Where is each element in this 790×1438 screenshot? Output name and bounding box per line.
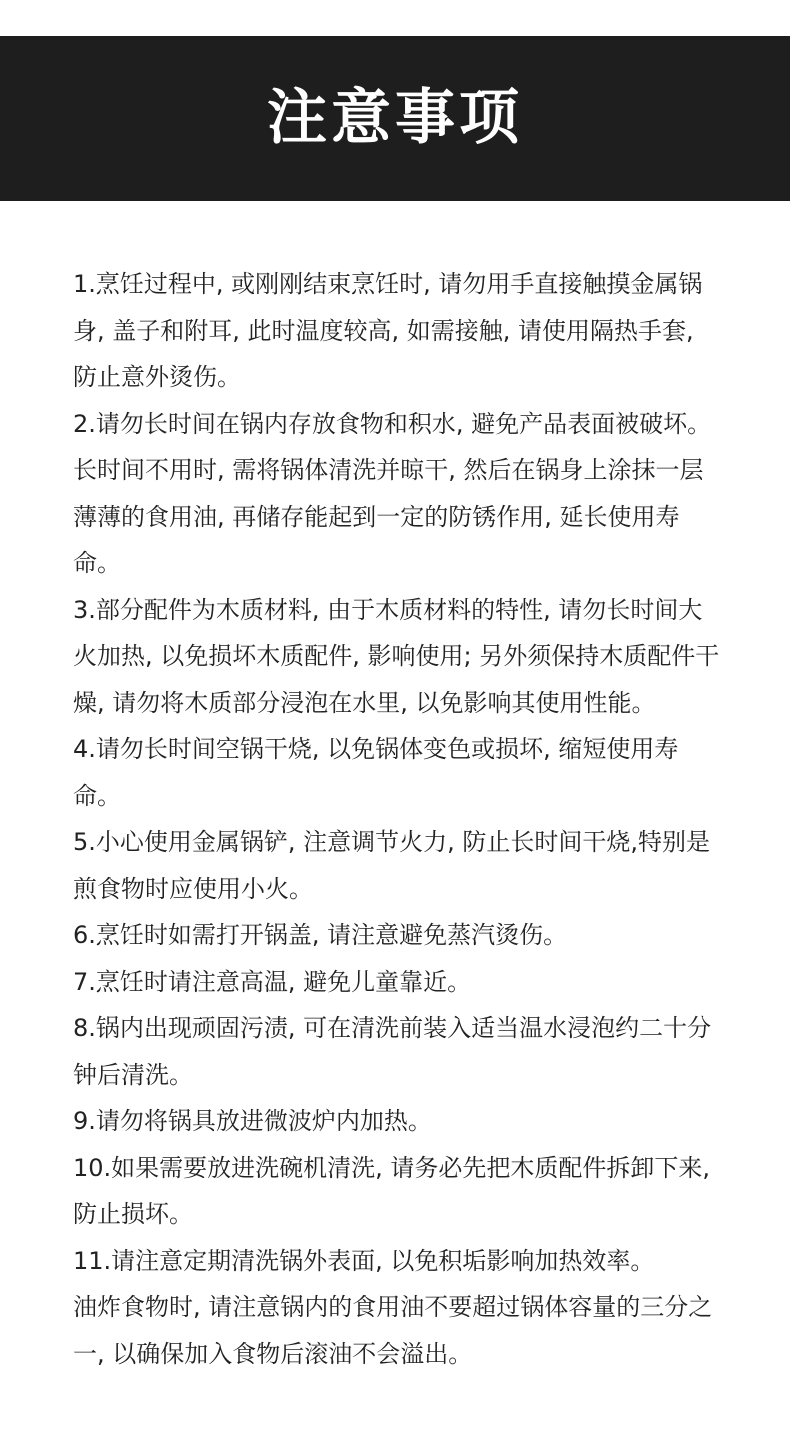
notes-list bbox=[73, 261, 721, 1377]
note-item-3: 3.部分配件为木质材料, 由于木质材料的特性, 请勿长时间大火加热, 以免损坏木质配件, 影响使用; 另外须保持木质配件干燥, 请勿将木质部分浸泡在水里, 以免影响其使用性能。 bbox=[73, 595, 720, 717]
note-item-1: 1.烹饪过程中, 或刚刚结束烹饪时, 请勿用手直接触摸金属锅身, 盖子和附耳, 此时温度较高, 如需接触, 请使用隔热手套, 防止意外烫伤。 bbox=[73, 270, 703, 391]
note-item-6: 6.烹饪时如需打开锅盖, 请注意避免蒸汽烫伤。 bbox=[73, 921, 568, 949]
note-item-frying: 油炸食物时, 请注意锅内的食用油不要超过锅体容量的三分之一, 以确保加入食物后滚油不会溢出。 bbox=[73, 1293, 713, 1368]
note-item-2: 2.请勿长时间在锅内存放食物和积水, 避免产品表面被破坏。长时间不用时, 需将锅体清洗并晾干, 然后在锅身上涂抹一层薄薄的食用油, 再储存能起到一定的防锈作用, 延长使用寿命。 bbox=[73, 409, 712, 577]
note-item-7: 7.烹饪时请注意高温, 避免儿童靠近。 bbox=[73, 967, 472, 996]
note-item-9: 9.请勿将锅具放进微波炉内加热。 bbox=[73, 1107, 432, 1135]
page-title: 注意事项 bbox=[267, 82, 523, 153]
note-item-11: 11.请注意定期清洗锅外表面, 以免积垢影响加热效率。 bbox=[73, 1246, 655, 1275]
header-banner bbox=[0, 36, 790, 201]
note-item-5: 5.小心使用金属锅铲, 注意调节火力, 防止长时间干烧,特别是煎食物时应使用小火。 bbox=[73, 828, 711, 903]
note-item-10: 10.如果需要放进洗碗机清洗, 请务必先把木质配件拆卸下来, 防止损坏。 bbox=[73, 1153, 711, 1228]
note-item-4: 4.请勿长时间空锅干烧, 以免锅体变色或损坏, 缩短使用寿命。 bbox=[73, 735, 679, 810]
note-item-8: 8.锅内出现顽固污渍, 可在清洗前装入适当温水浸泡约二十分钟后清洗。 bbox=[73, 1014, 712, 1089]
